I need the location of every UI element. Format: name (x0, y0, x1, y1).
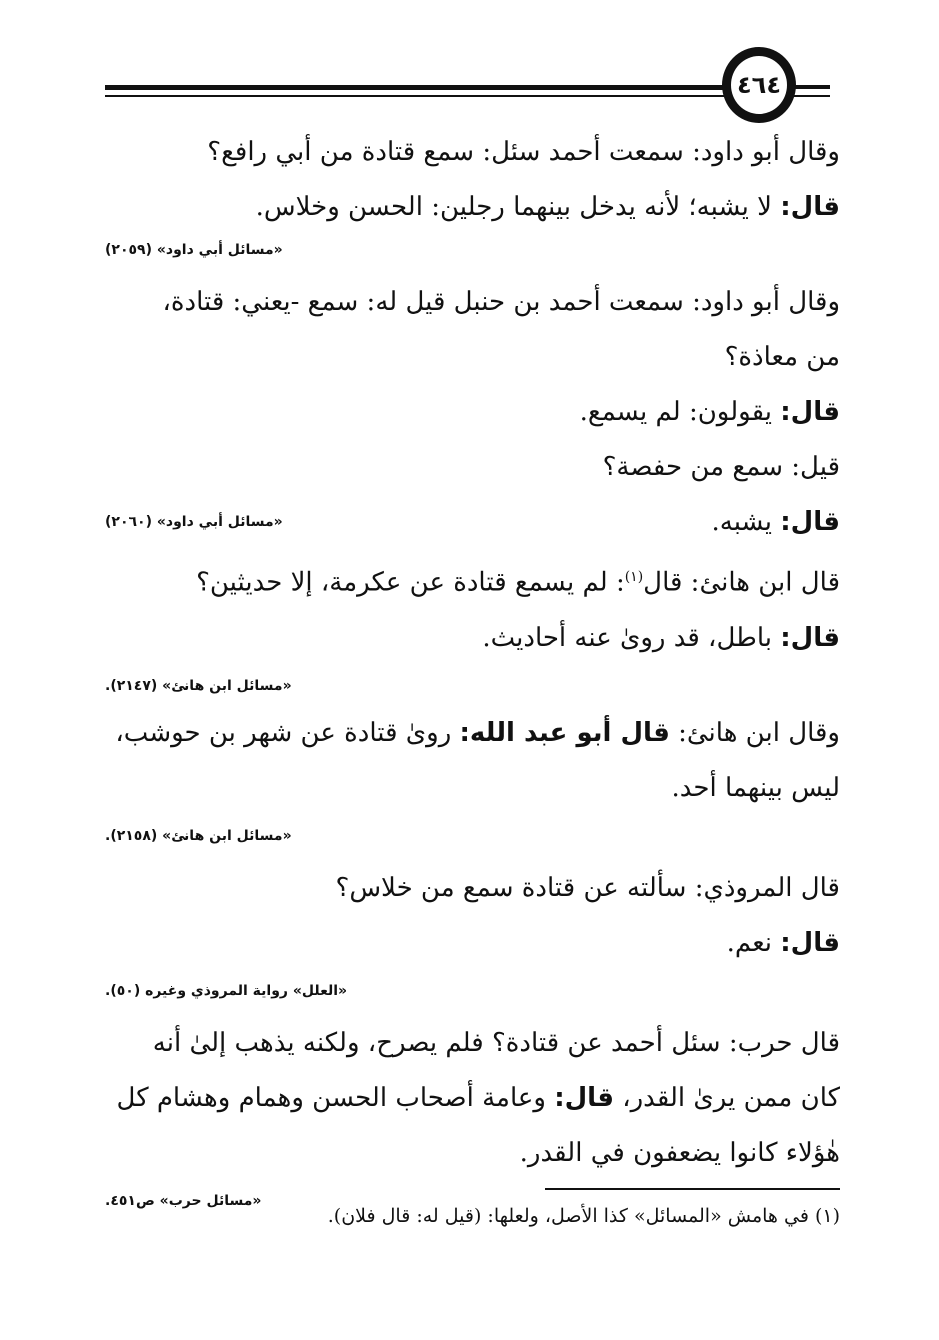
text-line: من معاذة؟ (724, 342, 840, 372)
header-rule-right (790, 85, 830, 89)
source-reference: «مسائل ابن هانئ» (٢١٥٨). (105, 827, 292, 844)
page-number-badge (722, 47, 796, 123)
bold-label: قال: (780, 927, 840, 958)
footnote-marker: (١) (624, 569, 644, 585)
text-line (105, 916, 840, 971)
text-line (105, 180, 840, 235)
header-rule-right-thin (790, 95, 830, 97)
page-number: ٤٦٤ (737, 71, 781, 99)
text-line (105, 495, 840, 550)
source-reference: «العلل» رواية المروذي وغيره (٥٠). (105, 982, 348, 999)
text-line: ليس بينهما أحد. (671, 772, 840, 803)
footnote-divider (545, 1188, 840, 1190)
text-run: باطل، قد روىٰ عنه أحاديث. (482, 622, 781, 653)
text-run: : لم يسمع قتادة عن عكرمة، إلا حديثين؟ (196, 567, 625, 598)
source-reference: «مسائل ابن هانئ» (٢١٤٧). (105, 677, 292, 694)
source-reference: «مسائل حرب» ص٤٥١. (105, 1192, 262, 1209)
header-rule-thin (105, 95, 730, 97)
bold-label: قال: (780, 397, 840, 427)
source-reference: «مسائل أبي داود» (٢٠٥٩) (105, 242, 283, 258)
text-run: لا يشبه؛ لأنه يدخل بينهما رجلين: الحسن وخلاس. (255, 192, 781, 222)
page-body (105, 118, 840, 1221)
bold-label: قال أبو عبد الله: (459, 717, 670, 748)
text-line (105, 385, 840, 440)
text-line: وقال أبو داود: سمعت أحمد بن حنبل قيل له: سمع -يعني: قتادة، (162, 287, 840, 317)
text-run: قال ابن هانئ: قال (643, 567, 840, 598)
bold-label: قال: (780, 622, 840, 653)
text-line: قيل: سمع من حفصة؟ (602, 452, 840, 482)
text-line (105, 550, 840, 611)
page-header (0, 0, 939, 130)
footnote: (١) في هامش «المسائل» كذا الأصل، ولعلها: (قيل له: قال فلان). (327, 1205, 840, 1227)
bold-label: قال: (780, 507, 840, 537)
bold-label: قال: (554, 1082, 614, 1113)
text-run: روىٰ قتادة عن شهر بن حوشب، (115, 717, 460, 748)
text-run: وقال ابن هانئ: (669, 717, 840, 748)
header-rule (105, 85, 730, 90)
text-run: نعم. (726, 927, 781, 958)
text-run: يشبه. (711, 507, 781, 537)
text-line: قال حرب: سئل أحمد عن قتادة؟ فلم يصرح، ولكنه يذهب إلىٰ أنه (152, 1027, 840, 1058)
text-line: وقال أبو داود: سمعت أحمد سئل: سمع قتادة من أبي رافع؟ (207, 137, 840, 167)
bold-label: قال: (780, 192, 840, 222)
text-line (105, 706, 840, 761)
source-reference: «مسائل أبي داود» (٢٠٦٠) (105, 514, 283, 530)
text-line (105, 1071, 840, 1126)
text-run: يقولون: لم يسمع. (579, 397, 781, 427)
text-line (105, 611, 840, 666)
text-run: وعامة أصحاب الحسن وهمام وهشام كل (116, 1082, 555, 1113)
text-run: كان ممن يرىٰ القدر، (613, 1082, 840, 1113)
text-line: هٰؤلاء كانوا يضعفون في القدر. (519, 1137, 840, 1168)
text-line: قال المروذي: سألته عن قتادة سمع من خلاس؟ (335, 872, 840, 903)
